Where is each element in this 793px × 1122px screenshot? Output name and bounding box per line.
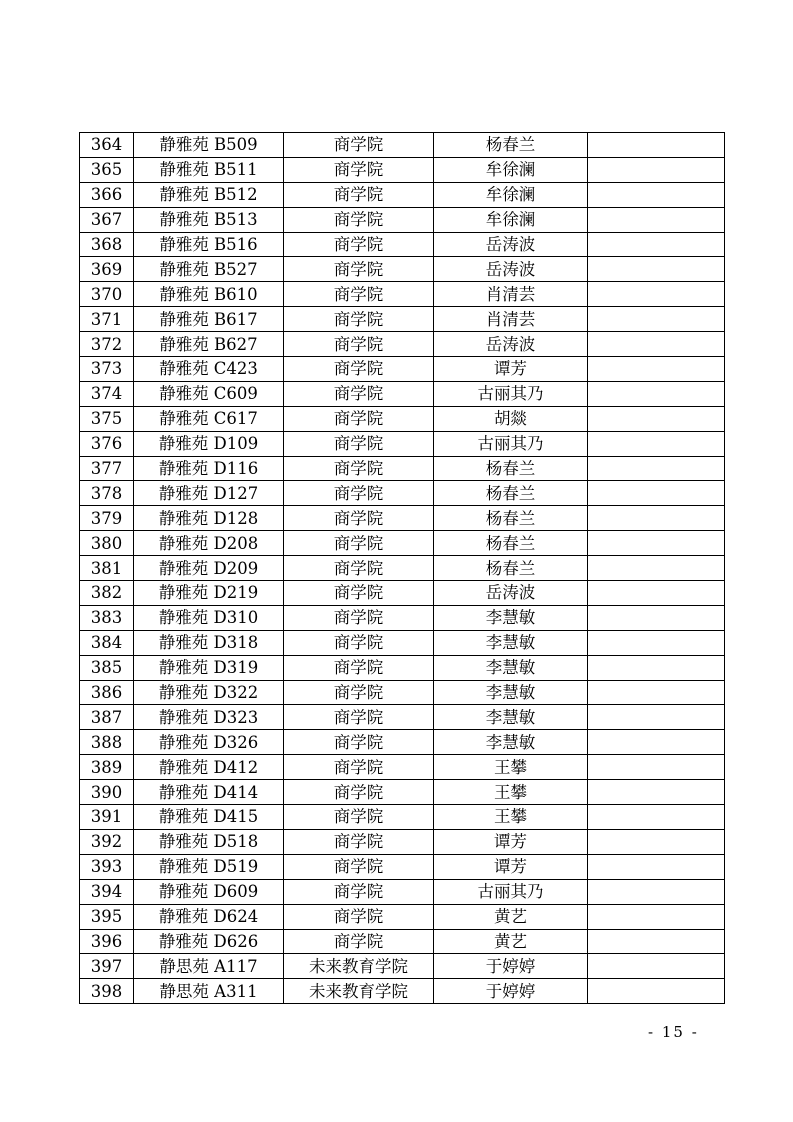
- person-cell: 杨春兰: [434, 481, 588, 506]
- college-cell: 商学院: [284, 829, 434, 854]
- person-cell: 黄艺: [434, 929, 588, 954]
- room-cell: 静雅苑 D326: [134, 730, 284, 755]
- note-cell: [588, 630, 725, 655]
- college-cell: 未来教育学院: [284, 979, 434, 1004]
- row-number-cell: 388: [80, 730, 134, 755]
- row-number-cell: 385: [80, 655, 134, 680]
- note-cell: [588, 531, 725, 556]
- note-cell: [588, 357, 725, 382]
- note-cell: [588, 581, 725, 606]
- row-number-cell: 368: [80, 232, 134, 257]
- room-cell: 静雅苑 D609: [134, 879, 284, 904]
- table-row: [80, 581, 725, 606]
- row-number-cell: 394: [80, 879, 134, 904]
- college-cell: 商学院: [284, 605, 434, 630]
- college-cell: 商学院: [284, 282, 434, 307]
- row-number-cell: 383: [80, 605, 134, 630]
- table-row: [80, 854, 725, 879]
- table-row: [80, 257, 725, 282]
- college-cell: 商学院: [284, 481, 434, 506]
- row-number-cell: 389: [80, 755, 134, 780]
- room-cell: 静雅苑 B509: [134, 133, 284, 158]
- room-cell: 静雅苑 D323: [134, 705, 284, 730]
- note-cell: [588, 506, 725, 531]
- table-row: [80, 979, 725, 1004]
- person-cell: 李慧敏: [434, 705, 588, 730]
- room-cell: 静雅苑 D518: [134, 829, 284, 854]
- note-cell: [588, 755, 725, 780]
- note-cell: [588, 904, 725, 929]
- college-cell: 商学院: [284, 332, 434, 357]
- note-cell: [588, 207, 725, 232]
- note-cell: [588, 282, 725, 307]
- note-cell: [588, 431, 725, 456]
- table-row: [80, 307, 725, 332]
- note-cell: [588, 805, 725, 830]
- person-cell: 王攀: [434, 755, 588, 780]
- college-cell: 商学院: [284, 581, 434, 606]
- table-row: [80, 680, 725, 705]
- note-cell: [588, 780, 725, 805]
- college-cell: 商学院: [284, 506, 434, 531]
- person-cell: 谭芳: [434, 854, 588, 879]
- row-number-cell: 380: [80, 531, 134, 556]
- note-cell: [588, 481, 725, 506]
- person-cell: 牟徐澜: [434, 207, 588, 232]
- college-cell: 商学院: [284, 456, 434, 481]
- room-cell: 静雅苑 B627: [134, 332, 284, 357]
- note-cell: [588, 829, 725, 854]
- row-number-cell: 374: [80, 381, 134, 406]
- college-cell: 商学院: [284, 232, 434, 257]
- person-cell: 古丽其乃: [434, 381, 588, 406]
- room-cell: 静雅苑 B512: [134, 182, 284, 207]
- row-number-cell: 377: [80, 456, 134, 481]
- row-number-cell: 364: [80, 133, 134, 158]
- row-number-cell: 392: [80, 829, 134, 854]
- table-row: [80, 655, 725, 680]
- room-cell: 静思苑 A117: [134, 954, 284, 979]
- college-cell: 商学院: [284, 307, 434, 332]
- room-cell: 静雅苑 D624: [134, 904, 284, 929]
- note-cell: [588, 680, 725, 705]
- college-cell: 商学院: [284, 904, 434, 929]
- college-cell: 商学院: [284, 157, 434, 182]
- table-row: [80, 431, 725, 456]
- person-cell: 杨春兰: [434, 556, 588, 581]
- table-row: [80, 456, 725, 481]
- college-cell: 商学院: [284, 531, 434, 556]
- college-cell: 商学院: [284, 556, 434, 581]
- college-cell: 商学院: [284, 680, 434, 705]
- row-number-cell: 373: [80, 357, 134, 382]
- row-number-cell: 369: [80, 257, 134, 282]
- row-number-cell: 386: [80, 680, 134, 705]
- room-cell: 静雅苑 C609: [134, 381, 284, 406]
- row-number-cell: 371: [80, 307, 134, 332]
- table-row: [80, 954, 725, 979]
- college-cell: 商学院: [284, 854, 434, 879]
- college-cell: 商学院: [284, 431, 434, 456]
- person-cell: 岳涛波: [434, 232, 588, 257]
- person-cell: 古丽其乃: [434, 431, 588, 456]
- row-number-cell: 390: [80, 780, 134, 805]
- room-cell: 静雅苑 C423: [134, 357, 284, 382]
- note-cell: [588, 456, 725, 481]
- person-cell: 李慧敏: [434, 655, 588, 680]
- person-cell: 岳涛波: [434, 332, 588, 357]
- note-cell: [588, 705, 725, 730]
- room-cell: 静雅苑 B527: [134, 257, 284, 282]
- note-cell: [588, 730, 725, 755]
- table-row: [80, 755, 725, 780]
- person-cell: 牟徐澜: [434, 157, 588, 182]
- college-cell: 商学院: [284, 780, 434, 805]
- room-cell: 静雅苑 B610: [134, 282, 284, 307]
- person-cell: 杨春兰: [434, 506, 588, 531]
- row-number-cell: 382: [80, 581, 134, 606]
- person-cell: 李慧敏: [434, 605, 588, 630]
- note-cell: [588, 257, 725, 282]
- room-cell: 静雅苑 B513: [134, 207, 284, 232]
- room-cell: 静雅苑 D414: [134, 780, 284, 805]
- table-row: [80, 630, 725, 655]
- row-number-cell: 381: [80, 556, 134, 581]
- room-cell: 静雅苑 D322: [134, 680, 284, 705]
- college-cell: 商学院: [284, 381, 434, 406]
- table-body: [80, 133, 725, 1004]
- room-cell: 静雅苑 D319: [134, 655, 284, 680]
- person-cell: 于婷婷: [434, 954, 588, 979]
- room-cell: 静雅苑 D415: [134, 805, 284, 830]
- row-number-cell: 396: [80, 929, 134, 954]
- row-number-cell: 393: [80, 854, 134, 879]
- room-cell: 静雅苑 D310: [134, 605, 284, 630]
- row-number-cell: 398: [80, 979, 134, 1004]
- person-cell: 谭芳: [434, 829, 588, 854]
- table-row: [80, 357, 725, 382]
- college-cell: 商学院: [284, 655, 434, 680]
- table-row: [80, 929, 725, 954]
- table-row: [80, 157, 725, 182]
- note-cell: [588, 232, 725, 257]
- college-cell: 商学院: [284, 133, 434, 158]
- row-number-cell: 384: [80, 630, 134, 655]
- table-row: [80, 381, 725, 406]
- note-cell: [588, 879, 725, 904]
- note-cell: [588, 381, 725, 406]
- person-cell: 肖清芸: [434, 282, 588, 307]
- college-cell: 商学院: [284, 879, 434, 904]
- person-cell: 牟徐澜: [434, 182, 588, 207]
- table-row: [80, 481, 725, 506]
- person-cell: 杨春兰: [434, 133, 588, 158]
- note-cell: [588, 979, 725, 1004]
- college-cell: 未来教育学院: [284, 954, 434, 979]
- note-cell: [588, 133, 725, 158]
- table-row: [80, 282, 725, 307]
- table-row: [80, 705, 725, 730]
- room-cell: 静雅苑 D127: [134, 481, 284, 506]
- row-number-cell: 365: [80, 157, 134, 182]
- person-cell: 岳涛波: [434, 581, 588, 606]
- person-cell: 李慧敏: [434, 680, 588, 705]
- college-cell: 商学院: [284, 207, 434, 232]
- person-cell: 古丽其乃: [434, 879, 588, 904]
- note-cell: [588, 406, 725, 431]
- room-cell: 静雅苑 D519: [134, 854, 284, 879]
- row-number-cell: 370: [80, 282, 134, 307]
- room-cell: 静雅苑 D318: [134, 630, 284, 655]
- table-row: [80, 406, 725, 431]
- row-number-cell: 397: [80, 954, 134, 979]
- college-cell: 商学院: [284, 406, 434, 431]
- room-cell: 静雅苑 D219: [134, 581, 284, 606]
- person-cell: 黄艺: [434, 904, 588, 929]
- room-cell: 静雅苑 C617: [134, 406, 284, 431]
- college-cell: 商学院: [284, 805, 434, 830]
- person-cell: 胡燚: [434, 406, 588, 431]
- table-row: [80, 904, 725, 929]
- college-cell: 商学院: [284, 755, 434, 780]
- college-cell: 商学院: [284, 705, 434, 730]
- table-row: [80, 730, 725, 755]
- note-cell: [588, 182, 725, 207]
- table-row: [80, 133, 725, 158]
- table-row: [80, 506, 725, 531]
- note-cell: [588, 655, 725, 680]
- room-cell: 静雅苑 D209: [134, 556, 284, 581]
- table-row: [80, 332, 725, 357]
- room-cell: 静雅苑 D116: [134, 456, 284, 481]
- room-cell: 静雅苑 B617: [134, 307, 284, 332]
- college-cell: 商学院: [284, 630, 434, 655]
- row-number-cell: 378: [80, 481, 134, 506]
- person-cell: 于婷婷: [434, 979, 588, 1004]
- room-cell: 静雅苑 D128: [134, 506, 284, 531]
- note-cell: [588, 605, 725, 630]
- person-cell: 杨春兰: [434, 531, 588, 556]
- row-number-cell: 379: [80, 506, 134, 531]
- note-cell: [588, 929, 725, 954]
- person-cell: 肖清芸: [434, 307, 588, 332]
- college-cell: 商学院: [284, 182, 434, 207]
- college-cell: 商学院: [284, 257, 434, 282]
- table-row: [80, 879, 725, 904]
- row-number-cell: 375: [80, 406, 134, 431]
- table-row: [80, 207, 725, 232]
- table-row: [80, 531, 725, 556]
- row-number-cell: 367: [80, 207, 134, 232]
- person-cell: 杨春兰: [434, 456, 588, 481]
- row-number-cell: 395: [80, 904, 134, 929]
- note-cell: [588, 556, 725, 581]
- person-cell: 岳涛波: [434, 257, 588, 282]
- room-cell: 静雅苑 D109: [134, 431, 284, 456]
- room-cell: 静雅苑 D208: [134, 531, 284, 556]
- person-cell: 王攀: [434, 780, 588, 805]
- room-cell: 静思苑 A311: [134, 979, 284, 1004]
- row-number-cell: 372: [80, 332, 134, 357]
- note-cell: [588, 332, 725, 357]
- room-cell: 静雅苑 B516: [134, 232, 284, 257]
- note-cell: [588, 307, 725, 332]
- college-cell: 商学院: [284, 357, 434, 382]
- note-cell: [588, 954, 725, 979]
- row-number-cell: 376: [80, 431, 134, 456]
- row-number-cell: 366: [80, 182, 134, 207]
- note-cell: [588, 157, 725, 182]
- person-cell: 谭芳: [434, 357, 588, 382]
- table-row: [80, 605, 725, 630]
- person-cell: 王攀: [434, 805, 588, 830]
- person-cell: 李慧敏: [434, 730, 588, 755]
- row-number-cell: 391: [80, 805, 134, 830]
- room-cell: 静雅苑 D412: [134, 755, 284, 780]
- note-cell: [588, 854, 725, 879]
- table-row: [80, 232, 725, 257]
- dormitory-table: [79, 132, 725, 1004]
- table-row: [80, 829, 725, 854]
- room-cell: 静雅苑 B511: [134, 157, 284, 182]
- page-number: - 15 -: [648, 1023, 699, 1041]
- college-cell: 商学院: [284, 730, 434, 755]
- table-row: [80, 780, 725, 805]
- table-row: [80, 182, 725, 207]
- room-cell: 静雅苑 D626: [134, 929, 284, 954]
- table-row: [80, 805, 725, 830]
- person-cell: 李慧敏: [434, 630, 588, 655]
- row-number-cell: 387: [80, 705, 134, 730]
- college-cell: 商学院: [284, 929, 434, 954]
- table-row: [80, 556, 725, 581]
